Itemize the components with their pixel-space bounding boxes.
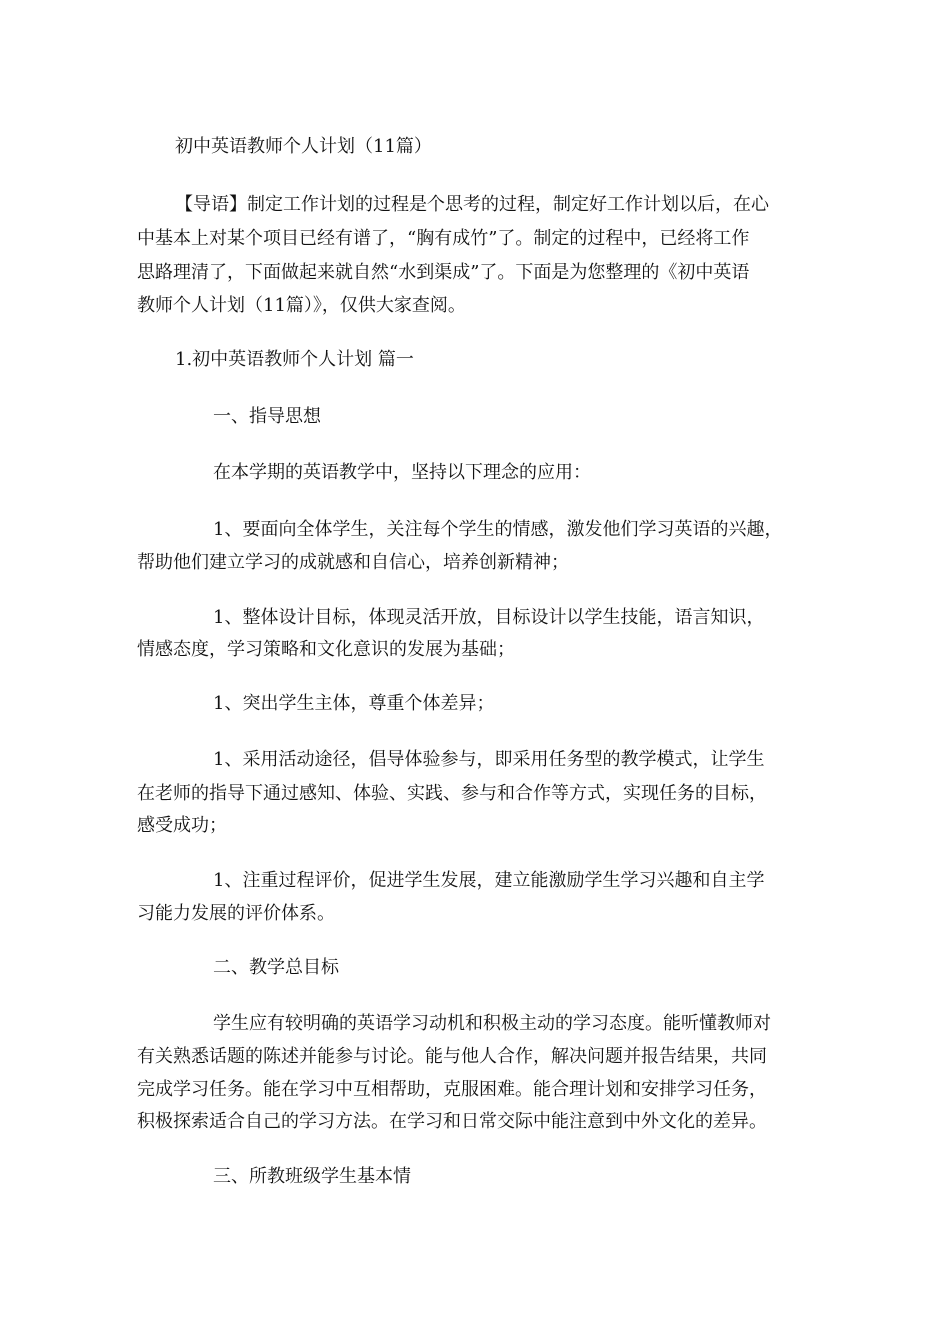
goal-line: 完成学习任务。能在学习中互相帮助，克服困难。能合理计划和安排学习任务， bbox=[137, 1079, 767, 1100]
list-item-line: 1、采用活动途径，倡导体验参与，即采用任务型的教学模式，让学生 bbox=[213, 749, 765, 770]
heading-class-situation: 三、所教班级学生基本情 bbox=[213, 1166, 411, 1187]
intro-line: 教师个人计划（11篇）》，仅供大家查阅。 bbox=[137, 295, 466, 316]
list-item-line: 在老师的指导下通过感知、体验、实践、参与和合作等方式，实现任务的目标， bbox=[137, 783, 767, 804]
list-item-line: 1、注重过程评价，促进学生发展，建立能激励学生学习兴趣和自主学 bbox=[213, 870, 765, 891]
list-item-line: 1、突出学生主体，尊重个体差异； bbox=[213, 693, 495, 714]
list-item-line: 1、要面向全体学生，关注每个学生的情感，激发他们学习英语的兴趣， bbox=[213, 519, 783, 540]
list-item-line: 习能力发展的评价体系。 bbox=[137, 903, 335, 924]
section-heading: 1.初中英语教师个人计划 篇一 bbox=[175, 349, 414, 370]
heading-guiding-idea: 一、指导思想 bbox=[213, 406, 321, 427]
document-title: 初中英语教师个人计划（11篇） bbox=[175, 136, 432, 157]
lead-sentence: 在本学期的英语教学中，坚持以下理念的应用： bbox=[213, 462, 591, 483]
list-item-line: 情感态度，学习策略和文化意识的发展为基础； bbox=[137, 639, 515, 660]
intro-line: 思路理清了，下面做起来就自然“水到渠成”了。下面是为您整理的《初中英语 bbox=[137, 262, 750, 283]
goal-line: 积极探索适合自己的学习方法。在学习和日常交际中能注意到中外文化的差异。 bbox=[137, 1111, 767, 1132]
heading-teaching-goals: 二、教学总目标 bbox=[213, 957, 339, 978]
list-item-line: 感受成功； bbox=[137, 815, 227, 836]
intro-line: 【导语】制定工作计划的过程是个思考的过程，制定好工作计划以后，在心 bbox=[175, 194, 769, 215]
list-item-line: 帮助他们建立学习的成就感和自信心，培养创新精神； bbox=[137, 552, 569, 573]
goal-line: 学生应有较明确的英语学习动机和积极主动的学习态度。能听懂教师对 bbox=[213, 1013, 771, 1034]
goal-line: 有关熟悉话题的陈述并能参与讨论。能与他人合作，解决问题并报告结果，共同 bbox=[137, 1046, 767, 1067]
intro-line: 中基本上对某个项目已经有谱了，“胸有成竹”了。制定的过程中，已经将工作 bbox=[137, 228, 750, 249]
list-item-line: 1、整体设计目标，体现灵活开放，目标设计以学生技能，语言知识， bbox=[213, 607, 765, 628]
